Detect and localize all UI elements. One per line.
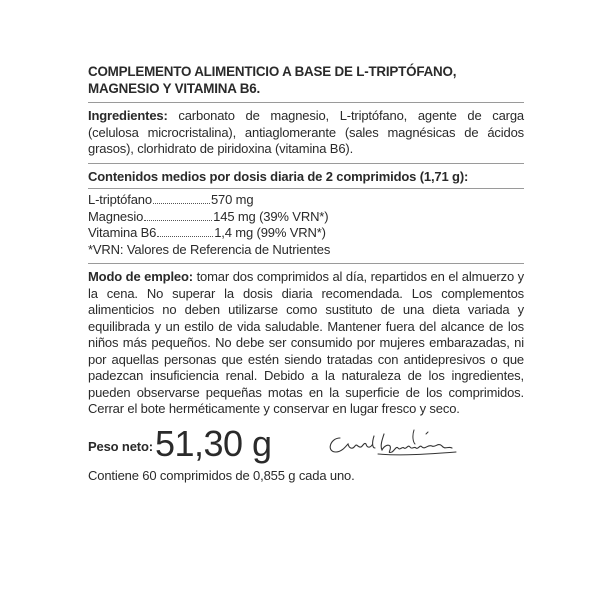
- contents-heading: Contenidos medios por dosis diaria de 2 comprimidos (1,71 g):: [88, 168, 469, 184]
- nutrient-name: Magnesio: [88, 208, 144, 224]
- usage-heading: Modo de empleo:: [88, 269, 193, 284]
- dot-leader: [144, 210, 212, 221]
- nutrient-name: L-triptófano: [88, 192, 152, 207]
- ingredients-text: carbonato de magnesio, L-triptófano, agente de carga (celulosa microcristalina), antiaglomerante (sales magnésicas de ácidos grasos), clorhidrato de piridoxina (vitamina B6).: [88, 108, 524, 156]
- nutrient-value: 145 mg (39% VRN*): [213, 208, 329, 224]
- usage-paragraph: [88, 269, 524, 418]
- nutrient-value: 1,4 mg (99% VRN*): [214, 225, 326, 240]
- nutrient-list: [88, 192, 524, 242]
- dot-leader: [153, 193, 210, 204]
- tablet-count: Contiene 60 comprimidos de 0,855 g cada uno.: [88, 467, 355, 483]
- product-label: [88, 64, 524, 484]
- dot-leader: [157, 226, 213, 237]
- ingredients-heading: Ingredientes:: [88, 108, 168, 123]
- divider: [88, 188, 524, 189]
- divider: [88, 263, 524, 264]
- nutrient-row: [88, 225, 524, 242]
- nutrient-row: [88, 192, 524, 209]
- nutrient-name: Vitamina B6: [88, 225, 157, 240]
- signature: [322, 424, 462, 462]
- nutrient-row: [88, 209, 524, 226]
- vrn-footnote: *VRN: Valores de Referencia de Nutrientes: [88, 241, 331, 257]
- usage-text: tomar dos comprimidos al día, repartidos en el almuerzo y la cena. No superar la dosis diaria recomendada. Los complementos alimenticios no deben utilizarse como sustituto de una dieta variada y equilibrada y un estilo de vida saludable. Mantener fuera del alcance de los niños más pequeños. No debe ser consumido por mujeres embarazadas, ni por aquellas personas que estén siendo tratadas con antidepresivos o que padezcan insuficiencia renal. Debido a la naturaleza de los ingredientes, pueden observarse pequeñas motas en la superficie de los comprimidos. Cerrar el bote herméticamente y conservar en lugar fresco y seco.: [88, 269, 525, 416]
- net-weight-label: Peso neto:: [88, 439, 153, 454]
- divider: [88, 102, 524, 103]
- nutrient-value: 570 mg: [210, 192, 254, 207]
- divider: [88, 163, 524, 164]
- net-weight-value: 51,30 g: [154, 422, 272, 464]
- net-weight-row: [88, 422, 524, 462]
- ingredients-paragraph: [88, 108, 524, 158]
- product-title: COMPLEMENTO ALIMENTICIO A BASE DE L-TRIPTÓFANO, MAGNESIO Y VITAMINA B6.: [88, 64, 457, 96]
